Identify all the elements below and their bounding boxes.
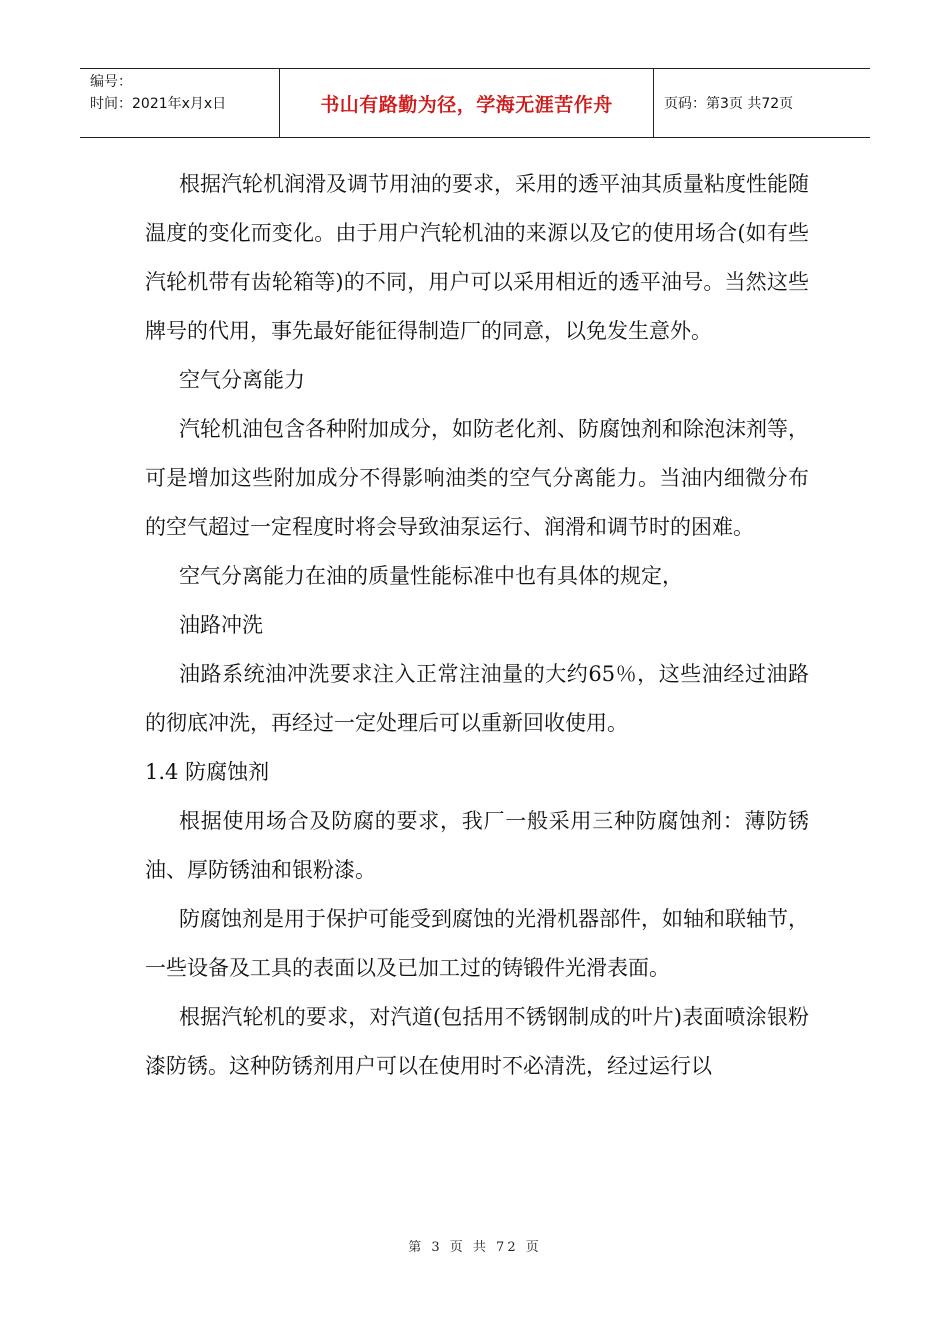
- document-time-label: 时间：2021年x月x日: [90, 96, 227, 112]
- paragraph-subheading: 空气分离能力: [179, 368, 305, 392]
- paragraph: 油路系统油冲洗要求注入正常注油量的大约65％，这些油经过油路的彻底冲洗，再经过一定处理后可以重新回收使用。: [145, 662, 809, 735]
- page-header: [80, 68, 870, 138]
- page-footer: 第 3 页 共 72 页: [408, 1240, 542, 1255]
- paragraph: 空气分离能力在油的质量性能标准中也有具体的规定，: [179, 564, 683, 588]
- header-meta: [80, 69, 280, 137]
- header-page-label: 页码：第3页 共72页: [664, 96, 794, 112]
- document-body: [145, 160, 809, 1091]
- paragraph-subheading: 油路冲洗: [179, 613, 263, 637]
- paragraph: 根据汽轮机润滑及调节用油的要求，采用的透平油其质量粘度性能随温度的变化而变化。由于用户汽轮机油的来源以及它的使用场合(如有些汽轮机带有齿轮箱等)的不同，用户可以采用相近的透平油号。当然这些牌号的代用，事先最好能征得制造厂的同意，以免发生意外。: [145, 172, 809, 343]
- section-heading: 1.4 防腐蚀剂: [145, 760, 270, 784]
- paragraph: 汽轮机油包含各种附加成分，如防老化剂、防腐蚀剂和除泡沫剂等，可是增加这些附加成分不得影响油类的空气分离能力。当油内细微分布的空气超过一定程度时将会导致油泵运行、润滑和调节时的困难。: [145, 417, 809, 539]
- header-motto: 书山有路勤为径，学海无涯苦作舟: [280, 69, 654, 137]
- paragraph: 根据使用场合及防腐的要求，我厂一般采用三种防腐蚀剂：薄防锈油、厚防锈油和银粉漆。: [145, 809, 809, 882]
- paragraph: 防腐蚀剂是用于保护可能受到腐蚀的光滑机器部件，如轴和联轴节，一些设备及工具的表面以及已加工过的铸锻件光滑表面。: [145, 907, 809, 980]
- document-number-label: 编号：: [90, 74, 132, 90]
- paragraph: 根据汽轮机的要求，对汽道(包括用不锈钢制成的叶片)表面喷涂银粉漆防锈。这种防锈剂用户可以在使用时不必清洗，经过运行以: [145, 1005, 809, 1078]
